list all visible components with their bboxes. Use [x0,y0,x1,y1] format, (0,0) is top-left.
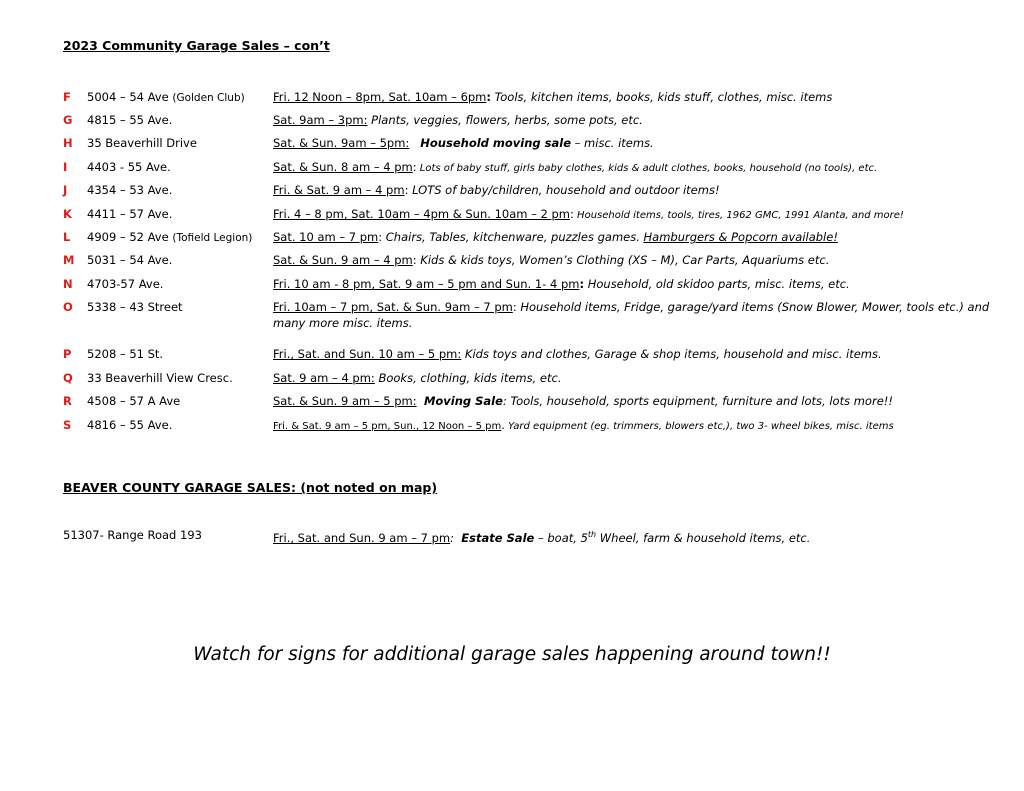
sale-time: Sat. & Sun. 8 am – 4 pm [273,160,413,174]
sale-address: 5004 – 54 Ave (Golden Club) [87,90,245,104]
sale-letter: O [63,300,73,314]
sale-description: Sat. & Sun. 9 am – 4 pm: Kids & kids toys, Women’s Clothing (XS – M), Car Parts, Aquariums etc. [273,253,830,267]
sale-letter: M [63,253,75,267]
sale-time: Fri. & Sat. 9 am – 5 pm, Sun., 12 Noon – 5 pm [273,421,502,432]
sale-address: 4508 – 57 A Ave [87,394,181,408]
sale-address: 4815 – 55 Ave. [87,113,173,127]
sale-items: Household items, Fridge, garage/yard items (Snow Blower, Mower, tools etc.) and many more misc. items. [273,300,990,330]
sale-items: Household items, tools, tires, 1962 GMC, 1991 Alanta, and more! [573,210,904,221]
sale-letter: R [63,394,72,408]
sale-items: Plants, veggies, flowers, herbs, some pots, etc. [367,113,643,127]
sale-description: Fri. & Sat. 9 am – 4 pm: LOTS of baby/children, household and outdoor items! [273,183,720,197]
sale-address-note: (Golden Club) [172,92,245,104]
sale-items: Kids toys and clothes, Garage & shop items, household and misc. items. [461,347,882,361]
sale-letter: J [63,183,68,197]
sale-description: Fri. 10am – 7 pm, Sat. & Sun. 9am – 7 pm: Household items, Fridge, garage/yard items (Snow Blower, Mower, tools etc.) and many more misc. items. [273,300,990,330]
sale-time: Fri. 10am – 7 pm, Sat. & Sun. 9am – 7 pm [273,300,513,314]
sale-letter: I [63,160,68,174]
sale-time: Sat. 10 am – 7 pm [273,230,379,244]
sale-description: Fri. 12 Noon – 8pm, Sat. 10am – 6pm: Tools, kitchen items, books, kids stuff, clothes, misc. items [273,90,833,104]
sale-description: Fri. 4 – 8 pm, Sat. 10am – 4pm & Sun. 10am – 2 pm: Household items, tools, tires, 1962 GMC, 1991 Alanta, and more! [273,207,904,221]
sale-address: 4411 – 57 Ave. [87,207,173,221]
sale-address: 5208 – 51 St. [87,347,164,361]
sale-items: Yard equipment (eg. trimmers, blowers etc,), two 3- wheel bikes, misc. items [504,421,894,432]
sale-description: Fri. & Sat. 9 am – 5 pm, Sun., 12 Noon – 5 pm. Yard equipment (eg. trimmers, blowers etc,), two 3- wheel bikes, misc. items [273,418,894,432]
sale-letter: H [63,136,73,150]
page-title: 2023 Community Garage Sales – con’t [63,38,330,53]
sale-time: Fri. & Sat. 9 am – 4 pm [273,183,405,197]
sale-address: 4403 - 55 Ave. [87,160,171,174]
sale-address: 5031 – 54 Ave. [87,253,173,267]
sale-time: Sat. & Sun. 9 am – 5 pm: [273,394,417,408]
sale-items: : Tools, household, sports equipment, furniture and lots, lots more!! [502,394,893,408]
sale-time: Sat. 9am – 3pm: [273,113,368,127]
sale-address: 5338 – 43 Street [87,300,183,314]
sale-items: – boat, 5th Wheel, farm & household items, etc. [534,530,811,545]
sale-items: Lots of baby stuff, girls baby clothes, kids & adult clothes, books, household (no tools), etc. [416,163,878,174]
sale-address: 33 Beaverhill View Cresc. [87,371,233,385]
sale-description [273,135,993,151]
sale-letter: L [63,230,71,244]
sale-description [273,393,993,409]
sale-letter: K [63,207,72,221]
sale-items: LOTS of baby/children, household and outdoor items! [408,183,720,197]
sale-description [273,112,993,128]
sale-description: Fri., Sat. and Sun. 9 am – 7 pm: Estate Sale – boat, 5th Wheel, farm & household items, etc. [273,530,811,545]
sale-time: Sat. & Sun. 9am – 5pm: [273,136,410,150]
sale-time: Sat. & Sun. 9 am – 4 pm [273,253,413,267]
footer-note: Watch for signs for additional garage sales happening around town!! [193,644,831,665]
sale-items: Household, old skidoo parts, misc. items, etc. [584,277,850,291]
sale-description [273,370,993,386]
sale-highlight: Moving Sale [423,394,503,408]
sale-time: Sat. 9 am – 4 pm: [273,371,375,385]
sale-letter: S [63,418,72,432]
sale-address: 35 Beaverhill Drive [87,136,197,150]
sale-address: 4909 – 52 Ave (Tofield Legion) [87,230,253,244]
sale-address: 51307- Range Road 193 [63,528,202,542]
sale-description: Fri. 10 am - 8 pm, Sat. 9 am – 5 pm and Sun. 1- 4 pm: Household, old skidoo parts, misc. items, etc. [273,277,850,291]
sale-highlight: Household moving sale [420,136,571,150]
sale-address-note: (Tofield Legion) [172,232,253,244]
sale-items: Books, clothing, kids items, etc. [374,371,562,385]
sale-letter: G [63,113,73,127]
sale-items: Kids & kids toys, Women’s Clothing (XS – M), Car Parts, Aquariums etc. [416,253,830,267]
sale-time: Fri. 4 – 8 pm, Sat. 10am – 4pm & Sun. 10am – 2 pm [273,207,570,221]
county-heading: BEAVER COUNTY GARAGE SALES: (not noted on map) [63,480,438,495]
sale-address: 4703-57 Ave. [87,277,164,291]
sale-description [273,346,993,362]
sale-description: Sat. 10 am – 7 pm: Chairs, Tables, kitchenware, puzzles games. Hamburgers & Popcorn available! [273,230,838,244]
sale-description: Sat. & Sun. 8 am – 4 pm: Lots of baby stuff, girls baby clothes, kids & adult clothes, books, household (no tools), etc. [273,160,878,174]
sale-highlight: Estate Sale [461,530,535,545]
sale-time: Fri. 10 am - 8 pm, Sat. 9 am – 5 pm and Sun. 1- 4 pm [273,277,580,291]
sale-items: Chairs, Tables, kitchenware, puzzles games. [382,230,644,244]
sale-letter: F [63,90,71,104]
sale-items: Tools, kitchen items, books, kids stuff, clothes, misc. items [491,90,833,104]
sale-letter: Q [63,371,73,385]
sale-food-note: Hamburgers & Popcorn available! [643,230,838,244]
sale-letter: P [63,347,72,361]
sale-items: – misc. items. [571,136,654,150]
sale-letter: N [63,277,73,291]
sale-address: 4816 – 55 Ave. [87,418,173,432]
sale-time: Fri., Sat. and Sun. 10 am – 5 pm: [273,347,462,361]
sale-time: Fri. 12 Noon – 8pm, Sat. 10am – 6pm [273,90,487,104]
sale-address: 4354 – 53 Ave. [87,183,173,197]
sale-time: Fri., Sat. and Sun. 9 am – 7 pm [273,530,451,545]
